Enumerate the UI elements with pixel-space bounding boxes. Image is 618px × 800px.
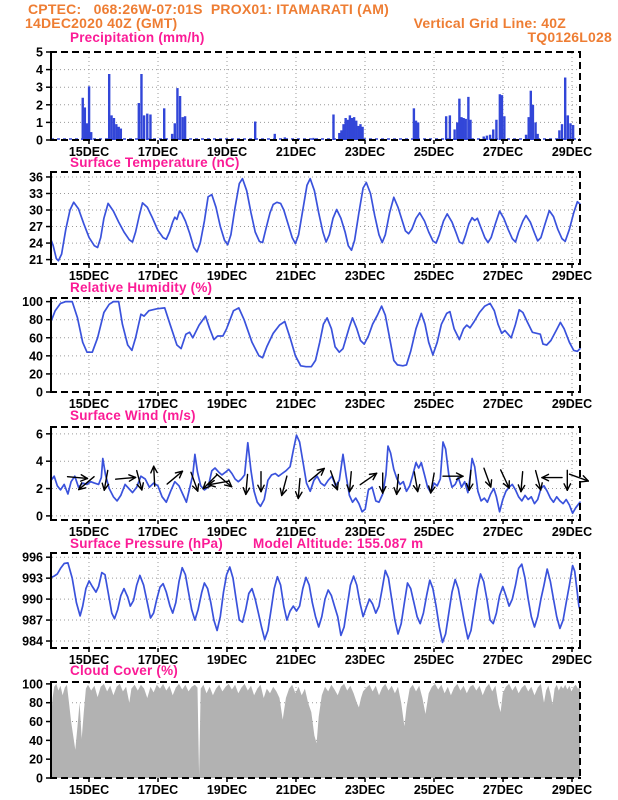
x-tick-label: 29DEC (551, 783, 593, 797)
x-tick-label: 23DEC (344, 783, 386, 797)
precip-bar (149, 114, 151, 140)
wind-direction-arrow (568, 471, 589, 484)
x-tick-label: 17DEC (137, 269, 179, 283)
precip-bar (564, 78, 566, 140)
precip-bar (462, 118, 464, 140)
x-tick-label: 21DEC (275, 783, 317, 797)
precip-bar (140, 74, 142, 140)
panel-title-pressure: Surface Pressure (hPa) (70, 536, 223, 551)
panel-cloud (22, 677, 592, 797)
temperature-line (51, 179, 580, 261)
precip-bar (347, 120, 349, 140)
precip-bar (572, 125, 574, 140)
x-tick-label: 29DEC (551, 269, 593, 283)
x-tick-label: 15DEC (68, 269, 110, 283)
y-tick-label: 40 (29, 349, 43, 364)
y-tick-label: 0 (36, 509, 43, 524)
x-tick-label: 25DEC (413, 397, 455, 411)
x-tick-label: 29DEC (551, 653, 593, 667)
y-tick-label: 20 (29, 367, 43, 382)
precip-bar (344, 118, 346, 140)
wind-direction-arrow (481, 467, 494, 488)
precip-bar (143, 115, 145, 140)
precip-bar (467, 97, 469, 140)
panel-subtitle-model-altitude: Model Altitude: 155.087 m (253, 536, 424, 551)
precip-bar (90, 132, 92, 140)
header-run-datetime: 14DEC2020 40Z (GMT) (25, 15, 178, 31)
precip-bar (349, 115, 351, 140)
y-tick-label: 987 (22, 613, 43, 628)
wind-direction-arrow (279, 475, 290, 496)
y-tick-label: 2 (36, 98, 43, 113)
panel-title-wind: Surface Wind (m/s) (70, 408, 196, 423)
x-tick-label: 17DEC (137, 397, 179, 411)
x-tick-label: 15DEC (68, 525, 110, 539)
x-tick-label: 25DEC (413, 145, 455, 159)
x-tick-label: 29DEC (551, 525, 593, 539)
precip-bar (357, 126, 359, 140)
x-tick-label: 15DEC (68, 145, 110, 159)
precip-bar (84, 107, 86, 140)
y-tick-label: 5 (36, 45, 43, 60)
precip-bar (359, 124, 361, 140)
precip-bar (445, 116, 447, 140)
header-vertical-grid-note: Vertical Grid Line: 40Z (413, 15, 566, 31)
y-tick-label: 4 (36, 454, 43, 469)
y-tick-label: 6 (36, 427, 43, 442)
y-tick-label: 80 (29, 696, 43, 711)
panel-title-humidity: Relative Humidity (%) (70, 280, 213, 295)
x-tick-label: 21DEC (275, 269, 317, 283)
x-tick-label: 21DEC (275, 653, 317, 667)
x-tick-label: 19DEC (206, 653, 248, 667)
precip-bar (534, 122, 536, 140)
y-tick-label: 993 (22, 571, 43, 586)
y-tick-label: 60 (29, 331, 43, 346)
precip-bar (115, 124, 117, 140)
precip-bar (558, 130, 560, 140)
precip-bar (417, 122, 419, 140)
header-model-code: TQ0126L028 (527, 29, 612, 45)
x-tick-label: 25DEC (413, 269, 455, 283)
x-tick-label: 29DEC (551, 397, 593, 411)
y-tick-label: 996 (22, 550, 43, 565)
precip-bar (469, 120, 471, 140)
precip-bar (499, 94, 501, 140)
precip-bar (567, 115, 569, 140)
precip-bar (351, 118, 353, 140)
precip-bar (176, 88, 178, 140)
y-tick-label: 0 (36, 133, 43, 148)
y-tick-label: 21 (29, 253, 43, 268)
x-tick-label: 19DEC (206, 525, 248, 539)
humidity-line (51, 302, 580, 367)
x-tick-label: 19DEC (206, 145, 248, 159)
y-tick-label: 100 (22, 677, 43, 692)
header-station-line: CPTEC: 068:26W-07:01S PROX01: ITAMARATI (AM) (28, 1, 389, 17)
precip-bar (86, 123, 88, 140)
precip-bar (458, 99, 460, 140)
y-tick-label: 984 (22, 634, 43, 649)
x-tick-label: 23DEC (344, 525, 386, 539)
precip-bar (501, 95, 503, 140)
cloud-area (51, 684, 580, 778)
x-tick-label: 27DEC (482, 269, 524, 283)
precip-bar (532, 105, 534, 140)
x-tick-label: 17DEC (137, 525, 179, 539)
wind-line (51, 435, 580, 513)
wind-direction-arrow (564, 470, 570, 490)
panel-temperature (29, 170, 592, 283)
precip-bar (415, 121, 417, 140)
wind-direction-arrow (358, 471, 378, 488)
x-tick-label: 21DEC (275, 525, 317, 539)
precip-bar (353, 117, 355, 140)
precip-bar (88, 86, 90, 140)
precip-bar (456, 122, 458, 140)
precip-bar (113, 118, 115, 140)
x-tick-label: 23DEC (344, 397, 386, 411)
precip-bar (465, 119, 467, 140)
x-tick-label: 15DEC (68, 783, 110, 797)
x-tick-label: 17DEC (137, 783, 179, 797)
wind-direction-arrow (307, 466, 326, 484)
precip-bar (82, 98, 84, 140)
precip-bar (495, 120, 497, 140)
precip-bar (110, 115, 112, 140)
y-tick-label: 36 (29, 170, 43, 185)
x-tick-label: 23DEC (344, 269, 386, 283)
y-tick-label: 40 (29, 733, 43, 748)
precip-bar (118, 127, 120, 140)
y-tick-label: 2 (36, 482, 43, 497)
wind-direction-arrow (67, 474, 87, 482)
y-tick-label: 1 (36, 115, 43, 130)
precip-bar (460, 117, 462, 140)
precip-bar (340, 130, 342, 140)
x-tick-label: 17DEC (137, 145, 179, 159)
y-tick-label: 33 (29, 186, 43, 201)
precip-bar (138, 103, 140, 140)
x-tick-label: 23DEC (344, 653, 386, 667)
x-tick-label: 27DEC (482, 145, 524, 159)
wind-direction-arrow (115, 474, 135, 482)
precip-bar (569, 123, 571, 140)
precip-bar (338, 133, 340, 140)
x-tick-label: 15DEC (68, 653, 110, 667)
y-tick-label: 30 (29, 203, 43, 218)
wind-direction-arrow (208, 478, 229, 488)
precip-bar (163, 108, 165, 140)
x-tick-label: 25DEC (413, 653, 455, 667)
precip-bar (413, 108, 415, 140)
y-tick-label: 100 (22, 295, 43, 310)
precip-bar (530, 91, 532, 140)
precip-bar (527, 117, 529, 140)
y-tick-label: 60 (29, 715, 43, 730)
x-tick-label: 21DEC (275, 145, 317, 159)
x-tick-label: 29DEC (551, 145, 593, 159)
pressure-line (51, 563, 580, 643)
precip-bar (486, 136, 488, 140)
x-tick-label: 27DEC (482, 653, 524, 667)
precip-bar (120, 129, 122, 140)
x-tick-label: 17DEC (137, 653, 179, 667)
precip-bar (361, 127, 363, 140)
precip-bar (561, 124, 563, 140)
precip-bar (179, 96, 181, 140)
precip-bar (355, 121, 357, 140)
y-tick-label: 24 (29, 236, 43, 251)
wind-direction-arrow (150, 466, 157, 486)
y-tick-label: 4 (36, 63, 43, 78)
panel-title-cloud-cover: Cloud Cover (%) (70, 663, 179, 678)
x-tick-label: 25DEC (413, 525, 455, 539)
x-tick-label: 19DEC (206, 783, 248, 797)
x-tick-label: 21DEC (275, 397, 317, 411)
precip-bar (174, 123, 176, 140)
x-tick-label: 15DEC (68, 397, 110, 411)
precip-bar (146, 114, 148, 140)
panel-title-precipitation: Precipitation (mm/h) (70, 30, 205, 45)
y-tick-label: 990 (22, 592, 43, 607)
precip-bar (453, 129, 455, 140)
precip-bar (503, 116, 505, 140)
precip-bar (182, 117, 184, 140)
x-tick-label: 23DEC (344, 145, 386, 159)
x-tick-label: 27DEC (482, 525, 524, 539)
x-tick-label: 25DEC (413, 783, 455, 797)
precip-bar (449, 115, 451, 140)
panel-title-temperature: Surface Temperature (nC) (70, 155, 240, 170)
precip-bar (342, 124, 344, 140)
y-tick-label: 0 (36, 385, 43, 400)
y-tick-label: 0 (36, 771, 43, 786)
wind-direction-arrow (258, 472, 264, 492)
precip-bar (332, 114, 334, 140)
precip-bar (492, 129, 494, 140)
precip-bar (108, 74, 110, 140)
y-tick-label: 20 (29, 752, 43, 767)
y-tick-label: 27 (29, 220, 43, 235)
panel-wind (36, 426, 592, 539)
precip-bar (254, 122, 256, 140)
panel-precipitation (36, 46, 592, 160)
panel-humidity (22, 295, 592, 411)
x-tick-label: 19DEC (206, 397, 248, 411)
wind-direction-arrow (443, 473, 463, 479)
x-tick-label: 27DEC (482, 783, 524, 797)
x-tick-label: 19DEC (206, 269, 248, 283)
y-tick-label: 3 (36, 80, 43, 95)
wind-direction-arrow (542, 474, 562, 480)
precip-bar (184, 116, 186, 140)
y-tick-label: 80 (29, 313, 43, 328)
x-tick-label: 27DEC (482, 397, 524, 411)
panel-pressure (22, 551, 592, 667)
